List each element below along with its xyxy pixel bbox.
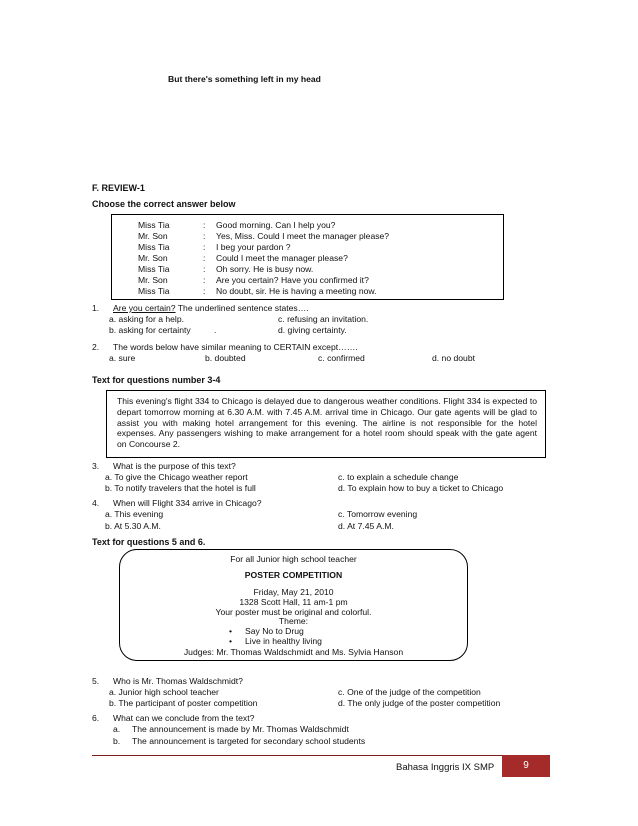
text34-box bbox=[106, 390, 546, 458]
q6-option-b-letter: b. bbox=[113, 736, 121, 746]
poster-judges: Judges: Mr. Thomas Waldschmidt and Ms. Sylvia Hanson bbox=[183, 647, 404, 657]
dialogue-colon: : bbox=[203, 242, 206, 252]
poster-theme-text: Live in healthy living bbox=[245, 636, 322, 646]
poster-theme-label: Theme: bbox=[278, 616, 309, 626]
q2-option-d: d. no doubt bbox=[432, 353, 476, 363]
q2-option-c: c. confirmed bbox=[318, 353, 365, 363]
q1-stem-rest: The underlined sentence states…. bbox=[175, 303, 309, 313]
dialogue-colon: : bbox=[203, 220, 206, 230]
footer-rule bbox=[92, 755, 550, 756]
q4-option-c: c. Tomorrow evening bbox=[338, 509, 418, 519]
page-number: 9 bbox=[523, 760, 529, 771]
poster-place: 1328 Scott Hall, 11 am-1 pm bbox=[239, 597, 348, 607]
q6-option-b: The announcement is targeted for secondary school students bbox=[132, 736, 366, 746]
q4-option-d: d. At 7.45 A.M. bbox=[338, 521, 394, 531]
dialogue-line bbox=[138, 264, 498, 275]
dialogue-text: Yes, Miss. Could I meet the manager please? bbox=[216, 231, 390, 241]
q1-number: 1. bbox=[92, 303, 100, 313]
q4-stem: When will Flight 334 arrive in Chicago? bbox=[113, 498, 262, 508]
q6-stem: What can we conclude from the text? bbox=[113, 713, 255, 723]
poster-announcement bbox=[119, 549, 468, 661]
dialogue-speaker: Miss Tia bbox=[138, 220, 170, 230]
q3-option-d: d. To explain how to buy a ticket to Chicago bbox=[338, 483, 504, 493]
text56-title: Text for questions 5 and 6. bbox=[92, 537, 206, 547]
dialogue-line bbox=[138, 275, 498, 286]
dialogue-line bbox=[138, 231, 498, 242]
poster-theme-item bbox=[229, 636, 322, 646]
dialogue-speaker: Miss Tia bbox=[138, 286, 170, 296]
dialogue-text: I beg your pardon ? bbox=[216, 242, 291, 252]
dialogue-line bbox=[138, 286, 498, 297]
dialogue-colon: : bbox=[203, 286, 206, 296]
q1-option-c: c. refusing an invitation. bbox=[278, 314, 369, 324]
q6-number: 6. bbox=[92, 713, 100, 723]
poster-rule: Your poster must be original and colorful. bbox=[215, 607, 372, 617]
poster-theme-text: Say No to Drug bbox=[245, 626, 304, 636]
q2-option-b: b. doubted bbox=[205, 353, 246, 363]
q5-option-c: c. One of the judge of the competition bbox=[338, 687, 481, 697]
q1-underlined-text: Are you certain? bbox=[113, 303, 176, 313]
q1-stem bbox=[113, 303, 309, 313]
q1-option-b-dot: . bbox=[214, 325, 217, 335]
dialogue-text: Are you certain? Have you confirmed it? bbox=[216, 275, 369, 285]
text34-body: This evening's flight 334 to Chicago is delayed due to dangerous weather conditions. Flight 334 is expected to depart tomorrow morning at 6.30 A.M. with 7.45 A.M. arrival time in Chicago. Our gate agents will be glad to assist you with making hotel arrangement for this evening. The airline is not responsible for the hotel expenses. Any passengers wishing to make arrangement for a hotel room should speak with the gate agent on Concourse 2. bbox=[117, 396, 537, 450]
bullet-icon: • bbox=[229, 636, 233, 646]
q2-option-a: a. sure bbox=[109, 353, 136, 363]
dialogue-text: Could I meet the manager please? bbox=[216, 253, 348, 263]
dialogue-colon: : bbox=[203, 275, 206, 285]
dialogue-speaker: Miss Tia bbox=[138, 264, 170, 274]
instruction: Choose the correct answer below bbox=[92, 199, 236, 209]
q1-option-a: a. asking for a help. bbox=[109, 314, 185, 324]
dialogue-colon: : bbox=[203, 264, 206, 274]
q5-option-d: d. The only judge of the poster competition bbox=[338, 698, 501, 708]
q3-stem: What is the purpose of this text? bbox=[113, 461, 236, 471]
q1-option-b: b. asking for certainty bbox=[109, 325, 191, 335]
poster-date: Friday, May 21, 2010 bbox=[253, 587, 334, 597]
footer-book-title: Bahasa Inggris IX SMP bbox=[396, 762, 495, 773]
q6-option-a: The announcement is made by Mr. Thomas Waldschmidt bbox=[132, 724, 349, 734]
q5-option-a: a. Junior high school teacher bbox=[109, 687, 219, 697]
dialogue-text: Oh sorry. He is busy now. bbox=[216, 264, 314, 274]
dialogue-speaker: Mr. Son bbox=[138, 231, 168, 241]
poster-for-line: For all Junior high school teacher bbox=[230, 554, 357, 564]
page-number-badge bbox=[502, 755, 550, 777]
dialogue-text: Good morning. Can I help you? bbox=[216, 220, 336, 230]
dialogue-text: No doubt, sir. He is having a meeting now. bbox=[216, 286, 377, 296]
q5-stem: Who is Mr. Thomas Waldschmidt? bbox=[113, 676, 243, 686]
dialogue-speaker: Mr. Son bbox=[138, 253, 168, 263]
q3-option-a: a. To give the Chicago weather report bbox=[105, 472, 248, 482]
dialogue-line bbox=[138, 242, 498, 253]
q3-option-c: c. to explain a schedule change bbox=[338, 472, 459, 482]
q3-number: 3. bbox=[92, 461, 100, 471]
q4-option-a: a. This evening bbox=[105, 509, 164, 519]
dialogue-colon: : bbox=[203, 231, 206, 241]
dialogue-colon: : bbox=[203, 253, 206, 263]
q2-number: 2. bbox=[92, 342, 100, 352]
q5-option-b: b. The participant of poster competition bbox=[109, 698, 258, 708]
q2-stem: The words below have similar meaning to CERTAIN except……. bbox=[113, 342, 358, 352]
dialogue-speaker: Miss Tia bbox=[138, 242, 170, 252]
dialogue-speaker: Mr. Son bbox=[138, 275, 168, 285]
dialogue-line bbox=[138, 220, 498, 231]
header-line: But there's something left in my head bbox=[168, 74, 321, 84]
section-title: F. REVIEW-1 bbox=[92, 183, 145, 193]
bullet-icon: • bbox=[229, 626, 233, 636]
poster-theme-item bbox=[229, 626, 304, 636]
text34-title: Text for questions number 3-4 bbox=[92, 375, 221, 385]
dialogue-box bbox=[111, 214, 504, 300]
q3-option-b: b. To notify travelers that the hotel is full bbox=[105, 483, 256, 493]
q5-number: 5. bbox=[92, 676, 100, 686]
q6-option-a-letter: a. bbox=[113, 724, 121, 734]
poster-title: POSTER COMPETITION bbox=[244, 570, 343, 580]
q4-option-b: b. At 5.30 A.M. bbox=[105, 521, 161, 531]
q4-number: 4. bbox=[92, 498, 100, 508]
dialogue-line bbox=[138, 253, 498, 264]
q1-option-d: d. giving certainty. bbox=[278, 325, 347, 335]
